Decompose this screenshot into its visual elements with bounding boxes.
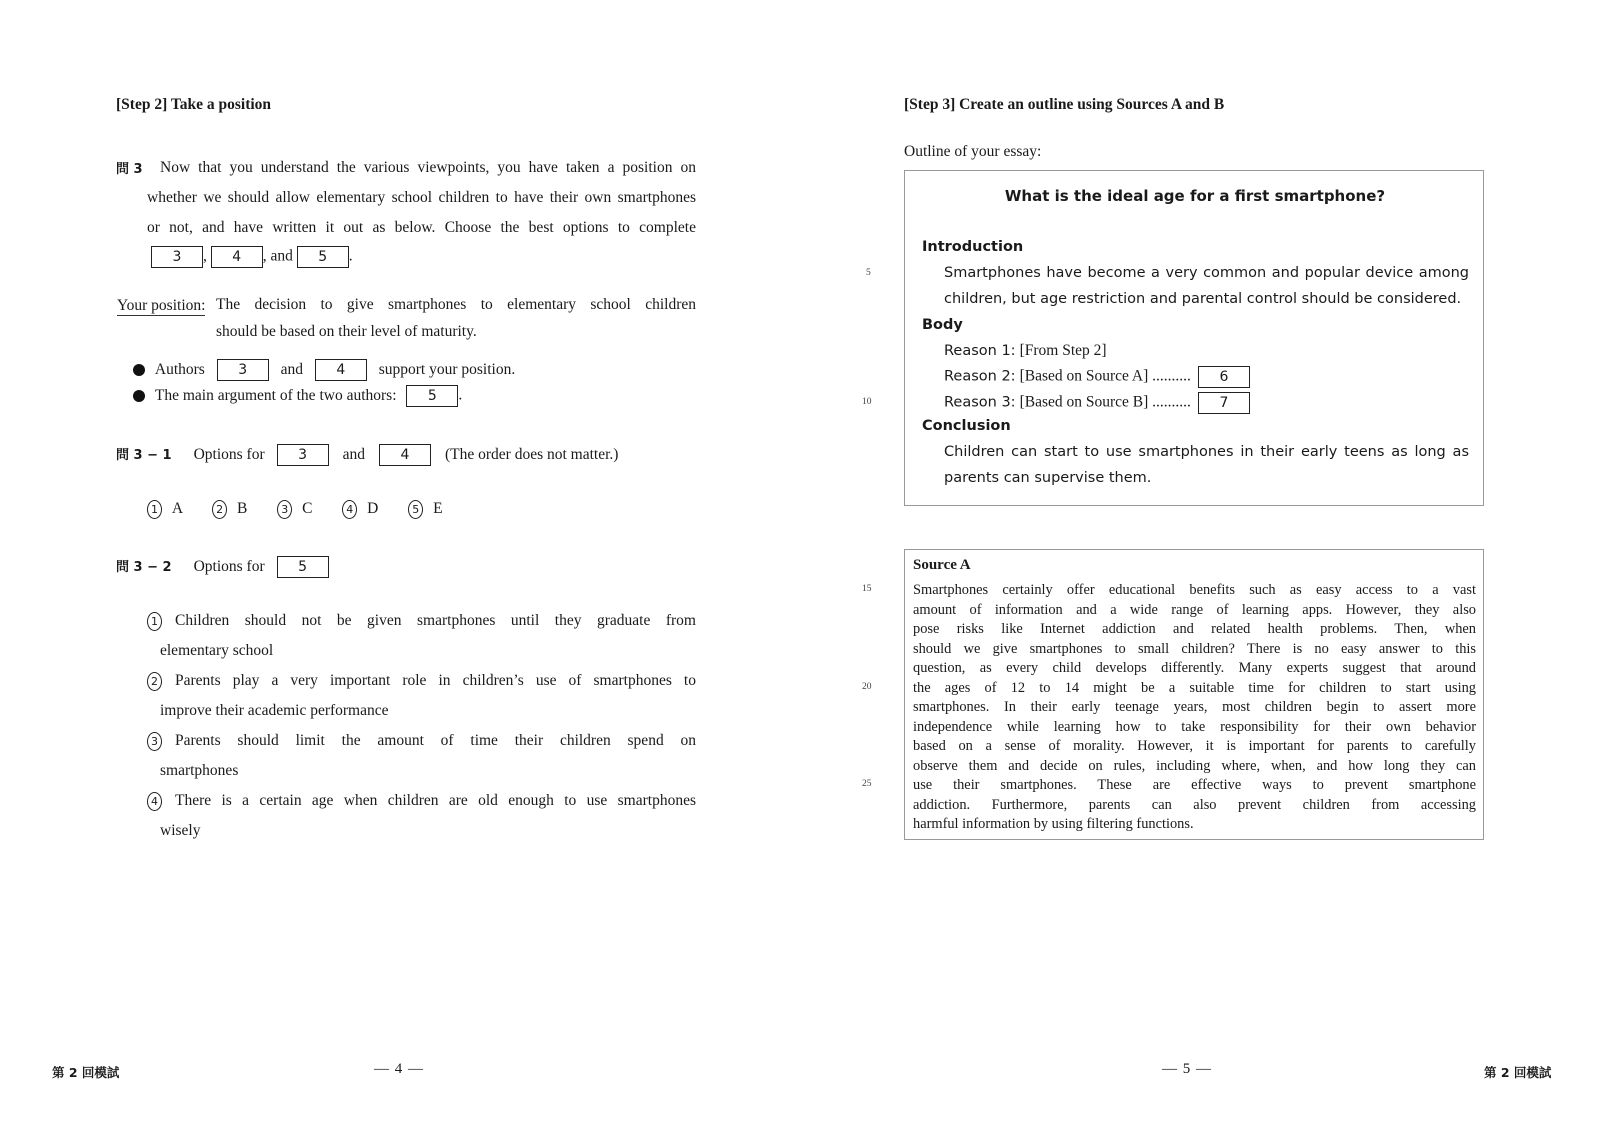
option-line: [147, 786, 696, 816]
conclusion-line-2: parents can supervise them.: [944, 470, 1152, 486]
separator: , and: [262, 247, 293, 265]
choice-text: E: [433, 500, 443, 518]
choice-option[interactable]: [147, 786, 696, 846]
choice-option[interactable]: [277, 500, 312, 517]
reason-1: [944, 342, 1107, 360]
intro-line-1: Smartphones have become a very common and popular device among: [944, 265, 1469, 281]
line-number: 5: [866, 268, 871, 278]
answer-blank-3[interactable]: 3: [277, 444, 329, 466]
answer-blank-4[interactable]: 4: [379, 444, 431, 466]
answer-blank-5[interactable]: 5: [406, 385, 458, 407]
position-line-1: The decision to give smartphones to elementary school children: [216, 296, 696, 313]
q3-label: 問 3: [116, 162, 143, 177]
intro-heading: Introduction: [922, 239, 1024, 255]
option-line: [147, 666, 696, 696]
q3-line-1: Now that you understand the various viewpoints, you have taken a position on: [160, 159, 696, 176]
option-text: elementary school: [160, 642, 274, 659]
source-line: independence while learning how to take responsibility for their own behavior: [913, 718, 1476, 735]
choice-text: D: [367, 500, 379, 518]
source-line: Smartphones certainly offer educational benefits such as easy access to a vast: [913, 582, 1476, 598]
option-text: smartphones: [160, 762, 239, 779]
circled-number: 1: [147, 612, 162, 631]
source-line: the ages of 12 to 14 might be a suitable time for children to start using: [913, 679, 1476, 696]
answer-blank-4[interactable]: 4: [211, 246, 263, 268]
choice-text: C: [302, 500, 313, 518]
outline-box: [904, 170, 1484, 506]
source-line: should we give smartphones to small children? There is no easy answer to this: [913, 640, 1476, 657]
bullet-icon: [133, 390, 145, 402]
option-line: [147, 606, 696, 636]
q3-2-options: [147, 606, 696, 846]
q3-1-and: and: [342, 446, 365, 463]
page-number: — 4 —: [374, 1061, 424, 1077]
source-line: smartphones. In their early teenage years, most children begin to assert more: [913, 699, 1476, 715]
option-line: [147, 726, 696, 756]
line-number: 20: [862, 682, 872, 692]
right-page: [800, 0, 1600, 1137]
reason-text: [Based on Source B] ..........: [1019, 393, 1191, 411]
outline-title: What is the ideal age for a first smartphone?: [1004, 187, 1386, 205]
q3-line-3: or not, and have written it out as below. Choose the best options to complete: [147, 219, 696, 236]
choice-text: B: [236, 500, 248, 518]
q3-2-options-text: Options for: [193, 558, 265, 575]
intro-line-2: children, but age restriction and parental control should be considered.: [944, 291, 1462, 307]
circled-number: 3: [277, 500, 292, 519]
circled-number: 2: [147, 672, 162, 691]
reason-label: Reason 1:: [944, 343, 1016, 359]
q3-1-label: 問 3 − 1: [116, 448, 172, 463]
step2-title: [Step 2] Take a position: [116, 96, 272, 113]
option-text: There is a certain age when children are old enough to use smartphones: [175, 792, 696, 809]
bullet-icon: [133, 364, 145, 376]
reason-label: Reason 3:: [944, 394, 1016, 411]
source-line: based on a sense of morality. However, it is important for parents to carefully: [913, 738, 1476, 754]
choice-option[interactable]: [212, 500, 247, 517]
separator: .: [458, 386, 463, 404]
choice-option[interactable]: [147, 500, 182, 517]
source-line: harmful information by using filtering functions.: [913, 816, 1194, 832]
option-text: Parents should limit the amount of time their children spend on: [175, 732, 696, 749]
q3-1-note: (The order does not matter.): [445, 446, 619, 463]
body-heading: Body: [922, 317, 963, 333]
source-line: addiction. Furthermore, parents can also prevent children from accessing: [913, 796, 1476, 813]
reason-3: [944, 392, 1250, 414]
option-text: Children should not be given smartphones until they graduate from: [175, 612, 696, 629]
source-line: question, as every child develops differently. Many experts suggest that around: [913, 660, 1476, 676]
answer-blank-3[interactable]: 3: [217, 359, 269, 381]
conclusion-line-1: Children can start to use smartphones in their early teens as long as: [944, 444, 1469, 460]
choice-option[interactable]: [147, 606, 696, 666]
choice-option[interactable]: [147, 666, 696, 726]
source-line: pose risks like Internet addiction and related health problems. Then, when: [913, 621, 1476, 637]
source-a-title: Source A: [913, 557, 971, 573]
q3-blanks-line: [151, 246, 353, 268]
answer-blank-5[interactable]: 5: [297, 246, 349, 268]
option-text: improve their academic performance: [160, 702, 389, 719]
bullet-authors-text: Authors: [154, 360, 205, 378]
q3-2-label: 問 3 − 2: [116, 560, 172, 575]
line-number: 10: [862, 397, 872, 407]
circled-number: 5: [408, 500, 423, 519]
position-line-2: should be based on their level of maturity.: [216, 323, 477, 340]
step3-title: [Step 3] Create an outline using Sources A and B: [904, 96, 1225, 113]
choice-text: A: [171, 500, 183, 518]
circled-number: 3: [147, 732, 162, 751]
q3-2-row: [116, 556, 329, 578]
line-number: 15: [862, 584, 872, 594]
source-line: use their smartphones. These are effective ways to prevent smartphone: [913, 777, 1476, 793]
source-line: amount of information and a wide range of learning apps. However, they also: [913, 601, 1476, 618]
q3-line-2: whether we should allow elementary school children to have their own smartphones: [147, 189, 696, 206]
separator: .: [348, 247, 353, 265]
circled-number: 4: [342, 500, 357, 519]
choice-option[interactable]: [147, 726, 696, 786]
answer-blank-3[interactable]: 3: [151, 246, 203, 268]
circled-number: 1: [147, 500, 162, 519]
outline-label: Outline of your essay:: [904, 143, 1042, 160]
bullet-main-argument: [133, 385, 462, 407]
reason-text: [From Step 2]: [1019, 342, 1107, 359]
page-number: — 5 —: [1162, 1061, 1212, 1077]
source-line: observe them and decide on rules, including where, when, and how long they can: [913, 757, 1476, 774]
choice-option[interactable]: [342, 500, 378, 517]
circled-number: 2: [212, 500, 227, 519]
option-text: Parents play a very important role in children’s use of smartphones to: [175, 672, 696, 689]
bullet-main-argument-text: The main argument of the two authors:: [154, 386, 397, 404]
reason-label: Reason 2:: [944, 368, 1016, 385]
choice-option[interactable]: [408, 500, 442, 517]
answer-blank-7[interactable]: 7: [1198, 392, 1250, 414]
footer-exam-label: 第 2 回模試: [52, 1065, 120, 1080]
q3-1-row: [116, 444, 618, 466]
bullet-support-text: support your position.: [378, 360, 516, 378]
bullet-and-text: and: [280, 360, 303, 378]
footer-exam-label: 第 2 回模試: [1484, 1065, 1552, 1080]
source-a-box: [904, 549, 1484, 840]
answer-blank-5[interactable]: 5: [277, 556, 329, 578]
answer-blank-4[interactable]: 4: [315, 359, 367, 381]
conclusion-heading: Conclusion: [922, 418, 1011, 434]
your-position-label: Your position:: [117, 297, 206, 314]
separator: ,: [203, 247, 207, 265]
q3-1-choices: [147, 500, 443, 519]
source-a-body: [913, 581, 1476, 835]
option-text: wisely: [160, 822, 201, 839]
q3-1-options-text: Options for: [193, 446, 265, 463]
answer-blank-6[interactable]: 6: [1198, 366, 1250, 388]
circled-number: 4: [147, 792, 162, 811]
line-number: 25: [862, 779, 872, 789]
bullet-authors: [133, 359, 515, 381]
reason-2: [944, 366, 1250, 388]
reason-text: [Based on Source A] ..........: [1019, 367, 1191, 385]
